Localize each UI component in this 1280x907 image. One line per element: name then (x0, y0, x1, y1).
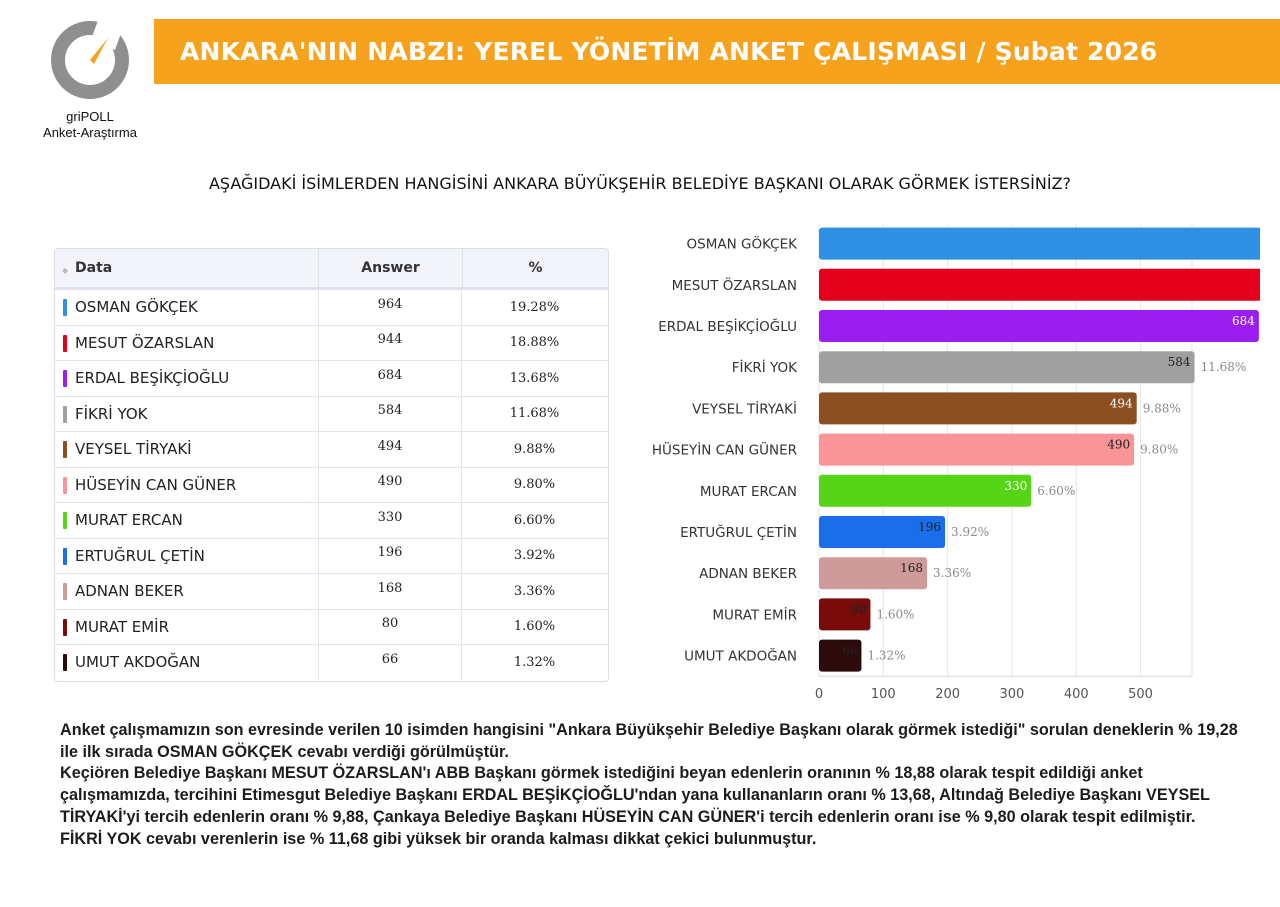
brand-text (30, 109, 150, 141)
description-paragraph-3: FİKRİ YOK cevabı verenlerin ise % 11,68 gibi yüksek bir oranda kalması dikkat çekici bulunmuştur. (60, 829, 817, 848)
series-color-swatch (63, 477, 67, 494)
category-label: MURAT EMİR (712, 607, 797, 624)
x-tick-label: 0 (814, 687, 824, 703)
cell-answer: 494 (319, 432, 462, 467)
bar-value-label: 490 (1107, 437, 1131, 452)
cell-answer: 80 (319, 610, 462, 645)
bar-value-label: 66 (842, 643, 858, 658)
series-color-swatch (63, 654, 67, 671)
bar-value-label: 330 (1004, 478, 1028, 493)
bar (819, 269, 1260, 301)
cell-answer: 168 (319, 574, 462, 609)
cell-answer: 944 (319, 326, 462, 361)
bar-value-label: 80 (851, 602, 867, 617)
table-row (55, 397, 608, 433)
bar-percent-label: 1.32% (867, 648, 906, 663)
cell-percent: 9.88% (513, 441, 556, 457)
bar-value-label: 684 (1231, 314, 1255, 328)
cell-name (55, 610, 319, 645)
sort-dot-icon: ◆ (62, 266, 69, 275)
cell-percent: 11.68% (509, 406, 560, 422)
bar-percent-label: 3.92% (951, 525, 990, 539)
bar-percent-label: 11.68% (1200, 360, 1247, 375)
column-header-data[interactable]: Data (55, 249, 319, 287)
category-label: ERDAL BEŞİKÇİOĞLU (658, 319, 797, 335)
cell-name (55, 290, 319, 325)
series-color-swatch (63, 619, 67, 636)
table-body (55, 290, 608, 680)
series-color-swatch (63, 406, 67, 423)
brand-name: griPOLL (66, 109, 114, 124)
cell-percent: 3.92% (513, 548, 556, 564)
cell-percent: 6.60% (513, 512, 556, 528)
column-header-percent[interactable]: % (528, 260, 543, 276)
bar (819, 434, 1134, 466)
series-color-swatch (63, 299, 67, 316)
category-label: MURAT ERCAN (699, 483, 797, 500)
series-color-swatch (63, 441, 67, 458)
bar-percent-label: 9.80% (1140, 442, 1179, 457)
cell-percent: 19.28% (509, 299, 560, 315)
x-tick-label: 100 (870, 687, 896, 703)
x-tick-label: 200 (935, 687, 961, 703)
candidate-name: VEYSEL TİRYAKİ (75, 440, 192, 459)
cell-percent: 3.36% (513, 583, 556, 599)
cell-percent: 1.60% (513, 619, 556, 635)
bar-percent-label: 6.60% (1037, 483, 1076, 498)
table-row (55, 432, 608, 468)
cell-percent: 1.32% (513, 654, 556, 670)
cell-name (55, 574, 319, 609)
cell-percent: 9.80% (513, 477, 556, 493)
column-header-answer[interactable]: Answer (319, 249, 463, 287)
table-row (55, 290, 608, 326)
candidate-name: MESUT ÖZARSLAN (75, 333, 215, 352)
cell-answer: 330 (319, 503, 462, 538)
bar-percent-label: 3.36% (933, 566, 972, 581)
description-paragraph-2: Keçiören Belediye Başkanı MESUT ÖZARSLAN'ı ABB Başkanı görmek istediğini beyan edenlerin oranının % 18,88 olarak tespit edildiği anket çalışmamızda, tercihini Etimesgut Belediye Başkanı ERDAL BEŞİKÇİOĞLU'ndan yana kullananların oranı % 13,68, Altındağ Belediye Başkanı VEYSEL TİRYAKİ'yi tercih edenlerin oranı % 9,88, Çankaya Belediye Başkanı HÜSEYİN CAN GÜNER'i tercih edenlerin oranı ise % 9,80 olarak tespit edilmiştir. (60, 764, 1210, 826)
bar (819, 310, 1259, 342)
table-row (55, 503, 608, 539)
x-tick-label: 400 (1063, 687, 1089, 703)
series-color-swatch (63, 583, 67, 600)
series-color-swatch (63, 335, 67, 352)
cell-percent: 13.68% (509, 370, 560, 386)
cell-name (55, 326, 319, 361)
category-label: MESUT ÖZARSLAN (671, 277, 797, 294)
candidate-name: UMUT AKDOĞAN (75, 653, 201, 672)
category-label: ADNAN BEKER (699, 566, 797, 583)
bar-percent-label: 9.88% (1142, 401, 1181, 416)
cell-name (55, 539, 319, 574)
candidate-name: ADNAN BEKER (75, 582, 184, 601)
bar (819, 475, 1031, 507)
gripoll-logo (48, 18, 132, 102)
category-label: HÜSEYİN CAN GÜNER (651, 442, 797, 459)
bar-chart (620, 215, 1260, 705)
candidate-name: ERTUĞRUL ÇETİN (75, 546, 205, 565)
category-label: VEYSEL TİRYAKİ (692, 401, 797, 418)
cell-name (55, 468, 319, 503)
bar (819, 351, 1195, 383)
candidate-name: OSMAN GÖKÇEK (75, 298, 198, 317)
series-color-swatch (63, 548, 67, 565)
series-color-swatch (63, 370, 67, 387)
bar-value-label: 584 (1167, 355, 1191, 370)
table-row (55, 326, 608, 362)
table-row (55, 468, 608, 504)
category-label: UMUT AKDOĞAN (684, 648, 797, 665)
cell-name (55, 397, 319, 432)
table-row (55, 645, 608, 680)
category-label: OSMAN GÖKÇEK (686, 236, 797, 253)
cell-answer: 584 (319, 397, 462, 432)
category-label: ERTUĞRUL ÇETİN (680, 525, 797, 541)
bar-value-label: 168 (900, 561, 924, 576)
description-paragraph-1: Anket çalışmamızın son evresinde verilen 10 isimden hangisini "Ankara Büyükşehir Belediye Başkanı olarak görmek istediği" sorulan deneklerin % 19,28 ile ilk sırada OSMAN GÖKÇEK cevabı verdiği görülmüştür. (60, 721, 1238, 761)
title-banner (154, 19, 1280, 84)
survey-question: AŞAĞIDAKİ İSİMLERDEN HANGİSİNİ ANKARA BÜYÜKŞEHİR BELEDİYE BAŞKANI OLARAK GÖRMEK İSTERSİNİZ? (208, 174, 1072, 193)
bar (819, 392, 1137, 424)
cell-answer: 490 (319, 468, 462, 503)
cell-answer: 196 (319, 539, 462, 574)
cell-name (55, 645, 319, 680)
cell-answer: 66 (319, 645, 462, 680)
table-row (55, 361, 608, 397)
candidate-name: MURAT EMİR (75, 617, 170, 636)
brand-tagline: Anket-Araştırma (43, 125, 137, 140)
description-text (60, 720, 1240, 850)
candidate-name: FİKRİ YOK (75, 404, 148, 423)
bar (819, 228, 1260, 260)
series-color-swatch (63, 512, 67, 529)
cell-name (55, 432, 319, 467)
cell-answer: 684 (319, 361, 462, 396)
cell-answer: 964 (319, 290, 462, 325)
table-row (55, 539, 608, 575)
cell-percent: 18.88% (509, 335, 560, 351)
results-table (54, 248, 609, 682)
candidate-name: ERDAL BEŞİKÇİOĞLU (75, 369, 230, 388)
table-row (55, 610, 608, 646)
cell-name (55, 361, 319, 396)
candidate-name: MURAT ERCAN (75, 511, 183, 530)
page-title: ANKARA'NIN NABZI: YEREL YÖNETİM ANKET ÇALIŞMASI / Şubat 2026 (180, 37, 1158, 66)
bar-value-label: 494 (1109, 396, 1133, 411)
bar-percent-label: 1.60% (876, 607, 915, 622)
table-header (55, 249, 608, 290)
bar-value-label: 196 (918, 520, 942, 534)
x-tick-label: 300 (999, 687, 1025, 703)
candidate-name: HÜSEYİN CAN GÜNER (75, 475, 237, 494)
x-tick-label: 500 (1128, 687, 1153, 703)
cell-name (55, 503, 319, 538)
table-row (55, 574, 608, 610)
category-label: FİKRİ YOK (731, 360, 797, 377)
